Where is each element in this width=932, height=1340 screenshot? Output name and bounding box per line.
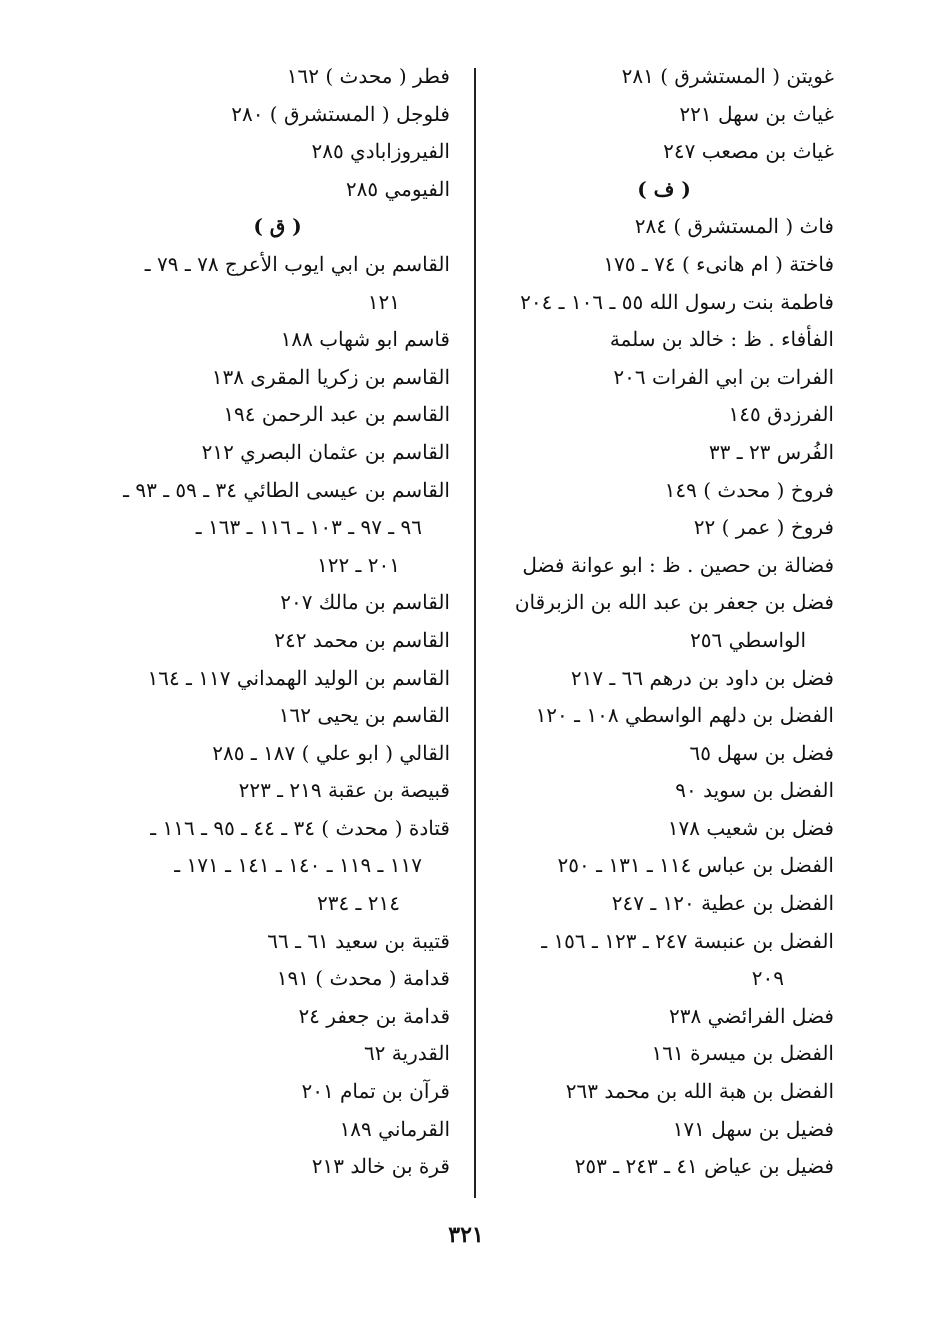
index-entry: غويتن ( المستشرق ) ٢٨١ xyxy=(621,64,834,88)
index-entry: الفضل بن عطية ١٢٠ ـ ٢٤٧ xyxy=(611,891,834,916)
index-entry: قدامة بن جعفر ٢٤ xyxy=(298,1003,450,1028)
index-entry: فروخ ( محدث ) ١٤٩ xyxy=(664,477,834,502)
index-entry: فضالة بن حصين . ظ : ابو عوانة فضل xyxy=(522,552,834,577)
index-entry: الفضل بن سويد ٩٠ xyxy=(675,778,834,803)
index-entry: فضيل بن سهل ١٧١ xyxy=(672,1116,834,1141)
index-entry: الفضل بن ميسرة ١٦١ xyxy=(651,1041,834,1066)
index-entry: فضيل بن عياض ٤١ ـ ٢٤٣ ـ ٢٥٣ xyxy=(574,1154,834,1179)
index-entry: فضل بن داود بن درهم ٦٦ ـ ٢١٧ xyxy=(570,665,834,690)
index-entry: القاسم بن ابي ايوب الأعرج ٧٨ ـ ٧٩ ـ xyxy=(144,251,450,276)
index-entry: فضل الفرائضي ٢٣٨ xyxy=(669,1003,834,1028)
index-entry: فضل بن شعيب ١٧٨ xyxy=(667,815,834,840)
index-entry: ٢١٤ ـ ٢٣٤ xyxy=(316,891,400,916)
index-entry: القرماني ١٨٩ xyxy=(339,1116,450,1141)
index-entry: قرآن بن تمام ٢٠١ xyxy=(301,1079,450,1104)
index-entry: قبيصة بن عقبة ٢١٩ ـ ٢٢٣ xyxy=(238,778,450,803)
index-entry: القاسم بن مالك ٢٠٧ xyxy=(280,590,450,615)
index-entry: فطر ( محدث ) ١٦٢ xyxy=(286,64,450,88)
index-entry: قرة بن خالد ٢١٣ xyxy=(311,1154,450,1179)
index-entry: الفيروزابادي ٢٨٥ xyxy=(311,139,450,164)
index-entry: القالي ( ابو علي ) ١٨٧ ـ ٢٨٥ xyxy=(212,740,450,765)
index-entry: ٢٠٩ xyxy=(751,966,784,991)
section-heading: ( ف ) xyxy=(637,176,691,201)
index-entry: القدرية ٦٢ xyxy=(363,1041,450,1066)
index-entry: فضل بن سهل ٦٥ xyxy=(689,740,834,765)
index-column-left xyxy=(105,58,450,1186)
index-entry: الفضل بن عنبسة ٢٤٧ ـ ١٢٣ ـ ١٥٦ ـ xyxy=(541,928,834,953)
index-entry: القاسم بن محمد ٢٤٢ xyxy=(274,627,450,652)
index-entry: فاث ( المستشرق ) ٢٨٤ xyxy=(634,214,834,239)
index-entry: القاسم بن زكريا المقرى ١٣٨ xyxy=(211,364,450,389)
index-entry: القاسم بن عبد الرحمن ١٩٤ xyxy=(223,402,450,427)
page-number: ٣٢١ xyxy=(448,1222,484,1248)
index-entry: فاطمة بنت رسول الله ٥٥ ـ ١٠٦ ـ ٢٠٤ xyxy=(520,289,834,314)
index-entry: الفضل بن دلهم الواسطي ١٠٨ ـ ١٢٠ xyxy=(535,703,834,728)
index-entry: ٢٠١ ـ ١٢٢ xyxy=(316,552,400,577)
index-entry: الفضل بن هبة الله بن محمد ٢٦٣ xyxy=(565,1079,834,1104)
index-entry: غياث بن سهل ٢٢١ xyxy=(679,101,834,126)
index-entry: ١٢١ xyxy=(367,289,400,314)
index-entry: قتيبة بن سعيد ٦١ ـ ٦٦ xyxy=(267,928,450,953)
index-entry: القاسم بن عثمان البصري ٢١٢ xyxy=(201,439,450,464)
index-entry: فروخ ( عمر ) ٢٢ xyxy=(693,515,834,540)
index-entry: قاسم ابو شهاب ١٨٨ xyxy=(280,327,450,352)
index-entry: الفيومي ٢٨٥ xyxy=(345,176,450,201)
column-divider xyxy=(474,68,476,1198)
index-entry: فضل بن جعفر بن عبد الله بن الزبرقان xyxy=(514,590,834,615)
index-entry: قدامة ( محدث ) ١٩١ xyxy=(276,966,450,991)
index-entry: الفُرس ٢٣ ـ ٣٣ xyxy=(708,439,834,464)
index-entry: الواسطي ٢٥٦ xyxy=(690,627,806,652)
index-entry: فاختة ( ام هانىء ) ٧٤ ـ ١٧٥ xyxy=(603,251,834,276)
index-entry: الفضل بن عباس ١١٤ ـ ١٣١ ـ ٢٥٠ xyxy=(557,853,834,878)
section-heading: ( ق ) xyxy=(253,214,302,239)
index-entry: غياث بن مصعب ٢٤٧ xyxy=(663,139,834,164)
index-entry: القاسم بن يحيى ١٦٢ xyxy=(278,703,450,728)
index-entry: الفرزدق ١٤٥ xyxy=(728,402,834,427)
index-column-right xyxy=(494,58,834,1186)
index-entry: فلوجل ( المستشرق ) ٢٨٠ xyxy=(231,101,450,126)
index-entry: القاسم بن عيسى الطائي ٣٤ ـ ٥٩ ـ ٩٣ ـ xyxy=(123,477,450,502)
index-entry: القاسم بن الوليد الهمداني ١١٧ ـ ١٦٤ xyxy=(147,665,450,690)
index-entry: الفأفاء . ظ : خالد بن سلمة xyxy=(609,327,834,352)
index-entry: ١١٧ ـ ١١٩ ـ ١٤٠ ـ ١٤١ ـ ١٧١ ـ xyxy=(174,853,422,878)
index-entry: قتادة ( محدث ) ٣٤ ـ ٤٤ ـ ٩٥ ـ ١١٦ ـ xyxy=(150,815,450,840)
index-entry: ٩٦ ـ ٩٧ ـ ١٠٣ ـ ١١٦ ـ ١٦٣ ـ xyxy=(195,515,422,540)
index-entry: الفرات بن ابي الفرات ٢٠٦ xyxy=(613,364,834,389)
